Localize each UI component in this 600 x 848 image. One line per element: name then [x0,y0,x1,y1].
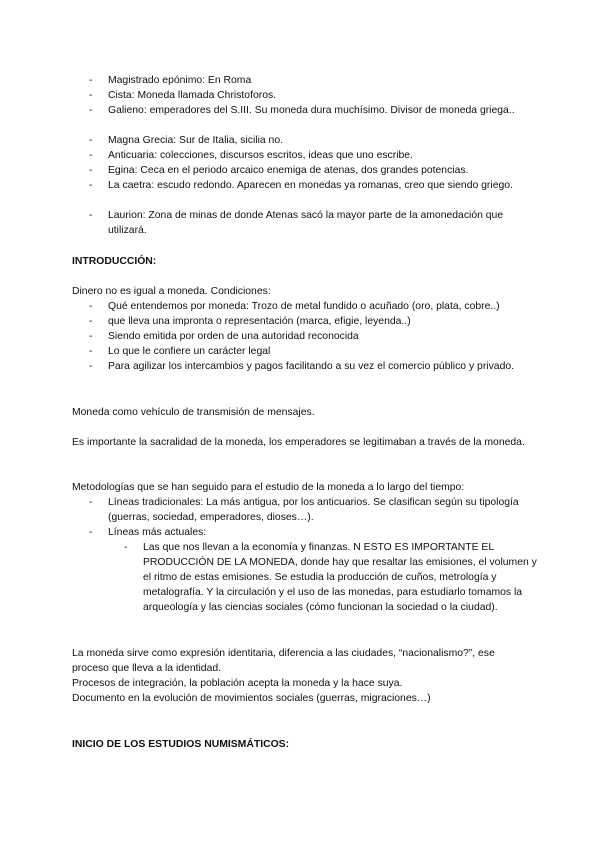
glossary-text: Cista: Moneda llamada Christoforos. [108,90,277,101]
glossary-text: La caetra: escudo redondo. Aparecen en monedas ya romanas, creo que siendo griego. [108,180,513,191]
glossary-text: Laurion: Zona de minas de donde Atenas sacó la mayor parte de la amonedación que utilizará. [108,210,504,236]
bullet-dash: - [89,105,93,116]
bullet-dash: - [89,135,93,146]
intro-paragraph: La moneda sirve como expresión identitaria, diferencia a las ciudades, “nacionalismo?”, ese proceso que lleva a la identidad. [72,648,495,674]
bullet-dash: - [89,527,93,538]
bullet-dash: - [89,301,93,312]
glossary-item [89,88,539,103]
glossary-item [89,133,539,148]
method-item [89,495,539,525]
bullet-dash: - [89,90,93,101]
glossary-item [89,103,539,118]
condition-item [89,314,539,329]
condition-item [89,299,539,314]
section-heading-introduccion: INTRODUCCIÓN: [72,256,157,267]
intro-paragraph: Procesos de integración, la población acepta la moneda y la hace suya. [72,678,403,689]
glossary-item [89,178,539,193]
glossary-item [89,208,539,238]
method-item [89,525,539,540]
intro-paragraph: Metodologías que se han seguido para el estudio de la moneda a lo largo del tiempo: [72,482,465,493]
glossary-text: Magistrado epónimo: En Roma [108,75,252,86]
condition-text: Qué entendemos por moneda: Trozo de metal fundido o acuñado (oro, plata, cobre..) [108,301,500,312]
method-text: Líneas más actuales: [108,527,207,538]
glossary-text: Anticuaria: colecciones, discursos escritos, ideas que uno escribe. [108,150,413,161]
glossary-item [89,163,539,178]
bullet-dash: - [89,210,93,221]
condition-item [89,329,539,344]
bullet-dash: - [89,75,93,86]
condition-item [89,344,539,359]
bullet-dash: - [89,361,93,372]
bullet-dash: - [89,346,93,357]
condition-text: que lleva una impronta o representación (marca, efigie, leyenda..) [108,316,411,327]
glossary-text: Galieno: emperadores del S.III. Su moneda dura muchísimo. Divisor de moneda griega.. [108,105,515,116]
intro-paragraph: Dinero no es igual a moneda. Condiciones: [72,286,271,297]
bullet-dash: - [89,316,93,327]
condition-item [89,359,539,374]
condition-text: Siendo emitida por orden de una autoridad reconocida [108,331,359,342]
bullet-dash: - [124,542,128,553]
intro-paragraph: Moneda como vehículo de transmisión de mensajes. [72,407,315,418]
glossary-text: Egina: Ceca en el periodo arcaico enemiga de atenas, dos grandes potencias. [108,165,469,176]
sub-method-text: Las que nos llevan a la economía y finanzas. N ESTO ES IMPORTANTE EL PRODUCCIÓN DE LA MONEDA, donde hay que resaltar las emisiones, el volumen y el ritmo de estas emisiones. Se estudia la producción de cuños, metrología y metalografía. Y la circulación y el uso de las monedas, para estudiarlo tomamos la arqueología y las ciencias sociales (cómo funcionan la sociedad o la ciudad). [143,542,537,613]
bullet-dash: - [89,150,93,161]
condition-text: Lo que le confiere un carácter legal [108,346,271,357]
bullet-dash: - [89,180,93,191]
bullet-dash: - [89,331,93,342]
condition-text: Para agilizar los intercambios y pagos facilitando a su vez el comercio público y privado. [108,361,515,372]
glossary-item [89,73,539,88]
method-text: Líneas tradicionales: La más antigua, por los anticuarios. Se clasifican según su tipología (guerras, sociedad, emperadores, dioses…). [108,497,519,523]
section-heading-inicio-estudios: INICIO DE LOS ESTUDIOS NUMISMÁTICOS: [72,739,290,750]
glossary-text: Magna Grecia: Sur de Italia, sicilia no. [108,135,283,146]
sub-method-item [124,540,544,615]
bullet-dash: - [89,497,93,508]
intro-paragraph: Es importante la sacralidad de la moneda, los emperadores se legitimaban a través de la moneda. [72,437,525,448]
glossary-item [89,148,539,163]
intro-paragraph: Documento en la evolución de movimientos sociales (guerras, migraciones…) [72,693,431,704]
bullet-dash: - [89,165,93,176]
